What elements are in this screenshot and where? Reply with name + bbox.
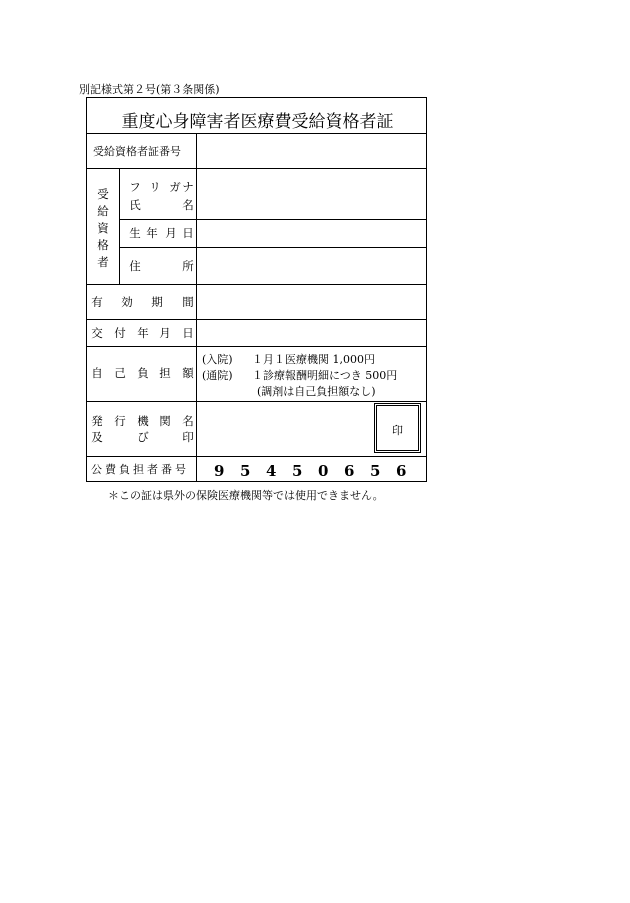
label-char: 効 [121, 295, 133, 309]
label-char: 自 [91, 366, 103, 380]
number-digit: 4 [266, 462, 277, 480]
rule [119, 247, 426, 248]
label-char: 住 [129, 259, 141, 273]
form-number-caption: 別記様式第２号(第３条関係) [79, 83, 220, 96]
label-char: 日 [182, 226, 194, 240]
cert-number-value [197, 134, 426, 168]
cert-number-label: 受給資格者証番号 [93, 145, 181, 158]
vertical-char: 資 [97, 221, 109, 235]
usage-footnote: ＊この証は県外の保険医療機関等では使用できません。 [108, 489, 384, 502]
label-char: び [137, 430, 149, 444]
certificate-title: 重度心身障害者医療費受給資格者証 [121, 112, 394, 132]
label-char: ナ [182, 180, 194, 194]
vertical-char: 格 [97, 238, 109, 252]
label-char: ガ [169, 180, 181, 194]
rule [87, 401, 426, 402]
vertical-char: 受 [97, 187, 109, 201]
label-char: 氏 [129, 198, 141, 212]
label-char: 日 [182, 326, 194, 340]
label-char: 月 [159, 326, 171, 340]
label-char: 額 [182, 366, 194, 380]
label-char: 負 [137, 366, 149, 380]
label-char: 担 [159, 366, 171, 380]
label-char: 月 [165, 226, 177, 240]
rule [87, 346, 426, 347]
number-digit: 5 [370, 462, 381, 480]
copay-pharmacy-note: (調剤は自己負担額なし) [257, 385, 376, 398]
recipient-group-label [87, 186, 119, 271]
vertical-char: 給 [97, 204, 109, 218]
label-char: 行 [114, 414, 126, 428]
label-char: 生 [129, 226, 141, 240]
label-char: 発 [91, 414, 103, 428]
label-char: 印 [182, 430, 194, 444]
label-char: 期 [151, 295, 163, 309]
copay-outpatient-text: １診療報酬明細につき 500円 [252, 369, 398, 382]
label-char: 交 [91, 326, 103, 340]
label-char: 名 [182, 198, 194, 212]
label-char: 年 [146, 226, 158, 240]
copay-outpatient-tag: (通院) [202, 369, 233, 382]
number-digit: 0 [318, 462, 329, 480]
seal-box [374, 403, 421, 453]
number-digit: 6 [344, 462, 355, 480]
certificate-form [86, 97, 427, 482]
rule [119, 219, 426, 220]
number-digit: 6 [396, 462, 407, 480]
rule [87, 284, 426, 285]
label-char: 年 [137, 326, 149, 340]
rule [87, 319, 426, 320]
label-char: 名 [182, 414, 194, 428]
label-char: リ [149, 180, 161, 194]
label-char: 有 [91, 295, 103, 309]
public-payer-number-label: 公費負担者番号 [91, 463, 189, 476]
number-digit: 5 [292, 462, 303, 480]
label-char: フ [129, 180, 141, 194]
label-char: 所 [182, 259, 194, 273]
vertical-char: 者 [97, 255, 109, 269]
number-digit: 9 [214, 462, 225, 480]
rule [87, 456, 426, 457]
label-char: 及 [91, 430, 103, 444]
label-char: 間 [182, 295, 194, 309]
copay-inpatient-text: １月１医療機関 1,000円 [252, 353, 375, 366]
seal-label: 印 [392, 424, 403, 437]
copay-inpatient-tag: (入院) [202, 353, 233, 366]
label-char: 付 [114, 326, 126, 340]
label-char: 己 [114, 366, 126, 380]
label-char: 機 [137, 414, 149, 428]
rule [87, 168, 426, 169]
label-char: 関 [159, 414, 171, 428]
number-digit: 5 [240, 462, 251, 480]
